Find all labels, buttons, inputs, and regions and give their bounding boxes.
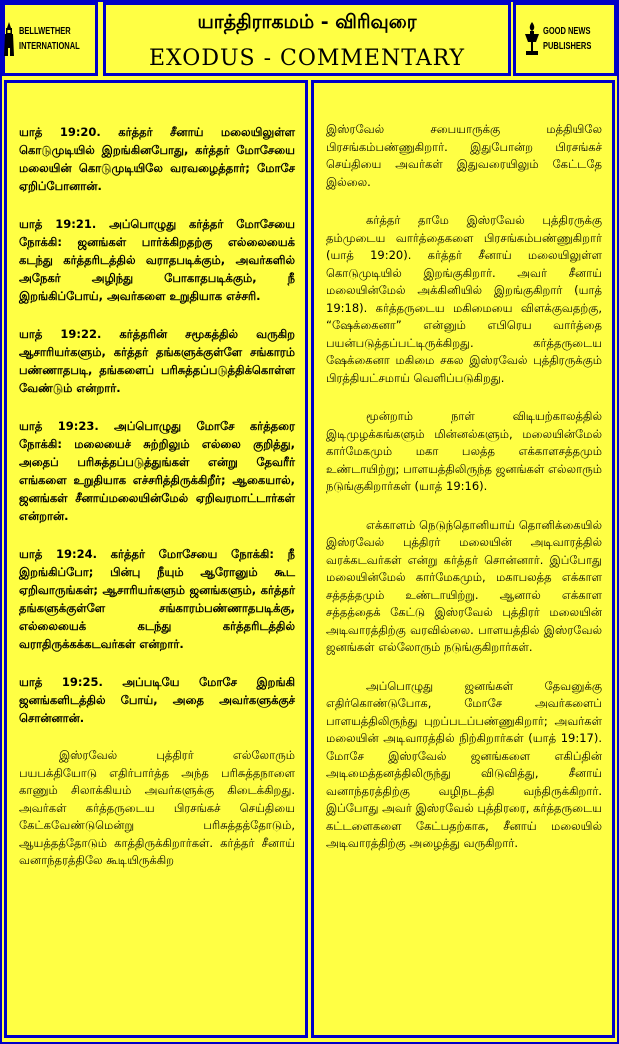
logo-right-line2: PUBLISHERS (542, 41, 592, 52)
logo-bellwether-text (19, 24, 80, 54)
logo-right-line1: GOOD NEWS (542, 26, 591, 37)
logo-left-line1: BELLWETHER (18, 26, 71, 37)
verse-19-22: யாத் 19:22. கர்த்தரின் சமூகத்தில் வருகிற ஆசாரியர்களும், கர்த்தர் தங்களுக்குள்ளே சங்காரம் பண்ணாதபடி, தங்களைப் பரிசுத்தப்படுத்திக்கொள்ள வேண்டும் என்றார். (19, 327, 295, 395)
verse-19-20: யாத் 19:20. கர்த்தர் சீனாய் மலையிலுள்ள கொடுமுடியில் இறங்கினபோது, கர்த்தர் மோசேயை மலையின் கொடுமுடியிலே வரவழைத்தார்; மோசே ஏறிப்போனான். (19, 125, 295, 193)
commentary-paragraph-4: எக்காளம் நெடுந்தொனியாய் தொனிக்கையில் இஸ்ரவேல் புத்திரர் மலையின் அடிவாரத்தில் வரக்கடவர்கள் என்று கர்த்தர் சொன்னார். இப்போது மலையின்மேல் கார்மேகமும், மகாபலத்த எக்காள சத்தத்தமும் உண்டாயிற்று. ஆனால் எக்காள சத்தத்தைக் கேட்டு இஸ்ரவேல் புத்திரர் மலையின் அடிவாரத்திற்கு வரவில்லை. பாளயத்தில் இஸ்ரவேல் ஜனங்கள் எல்லோரும் நடுங்குகிறார்கள். (326, 517, 602, 654)
commentary-intro: இஸ்ரவேல் புத்திரர் எல்லோரும் பயபக்தியோடு எதிர்பார்த்த அந்த பரிசுத்தநாளை காணும் சிலாக்கியம் அவர்களுக்கு கிடைக்கிறது. அவர்கள் கர்த்தருடைய பிரசங்கச் செய்தியை கேட்கவேண்டுமென்று பரிசுத்தத்தோடும், ஆயத்தத்தோடும் காத்திருக்கிறார்கள். கர்த்தர் சீனாய் வனாந்தரத்திலே கூடியிருக்கிற (19, 748, 295, 867)
page-title-english: EXODUS - COMMENTARY (148, 46, 466, 71)
lamp-icon (523, 22, 541, 56)
title-box (103, 2, 511, 76)
page-header (2, 2, 617, 76)
verse-19-25: யாத் 19:25. அப்படியே மோசே இறங்கி ஜனங்களிடத்தில் போய், அதை அவர்களுக்குச் சொன்னான். (19, 675, 295, 725)
commentary-paragraph-5: அப்பொழுது ஜனங்கள் தேவனுக்கு எதிர்கொண்டுபோக, மோசே அவர்களைப் பாளயத்திலிருந்து புறப்படப்பண்ணுகிறார்; அவர்கள் மலையின் அடிவாரத்தில் நிற்கிறார்கள் (யாத் 19:17). மோசே இஸ்ரவேல் ஜனங்களை எகிப்தின் அடிமைத்தனத்திலிருந்து விடுவித்து, சீனாய் வனாந்தரத்திற்கு வழிநடத்தி வந்திருக்கிறார். இப்போது அவர் இஸ்ரவேல் புத்திரரை, கர்த்தருடைய கட்டளைகளை கேட்பதற்காக, சீனாய் மலையில் அடிவாரத்திற்கு அழைத்து வருகிறார். (326, 678, 602, 850)
commentary-paragraph-2: கர்த்தர் தாமே இஸ்ரவேல் புத்திரருக்கு தம்முடைய வார்த்தைகளை பிரசங்கம்பண்ணுகிறார் (யாத் 19:20). கர்த்தர் சீனாய் மலையிலுள்ள கொடுமுடியில் இறங்குகிறார். அவர் சீனாய் மலையின்மேல் அக்கினியில் இறங்குகிறார் (யாத் 19:18). கர்த்தருடைய மகிமையை விளக்குவதற்கு, “ஷேக்கைனா” என்னும் எபிரெய வார்த்தை பயன்படுத்தப்பட்டிருக்கிறது. கர்த்தருடைய ஷேக்கைனா மகிமை சகல இஸ்ரவேல் புத்திரருக்கும் பிரத்தியட்சமாய் வெளிப்படுகிறது. (326, 213, 602, 385)
page-title-tamil: யாத்திராகமம் - விரிவுரை (197, 11, 417, 33)
verse-19-24: யாத் 19:24. கர்த்தர் மோசேயை நோக்கி: நீ இறங்கிப்போ; பின்பு நீயும் ஆரோனும் கூட ஏறிவாருங்கள்; ஆசாரியர்களும் ஜனங்களும், கர்த்தர் தங்களுக்குள்ளே சங்காரம்பண்ணாதபடிக்கு, எல்லையைக் கடந்து கர்த்தரிடத்தில் வராதிருக்கக்கடவர்கள் என்றார். (19, 547, 295, 651)
logo-left-line2: INTERNATIONAL (18, 41, 80, 52)
right-column (311, 80, 615, 1038)
verse-19-23: யாத் 19:23. அப்பொழுது மோசே கர்த்தரை நோக்கி: மலையைச் சுற்றிலும் எல்லை குறித்து, அதைப் பரிசுத்தப்படுத்துங்கள் என்று தேவரீர் எங்களை உறுதியாக எச்சரித்திருக்கிறீர்; ஆகையால், ஜனங்கள் சீனாய்மலையின்மேல் ஏறிவரமாட்டார்கள் என்றான். (19, 419, 295, 523)
verse-19-21: யாத் 19:21. அப்பொழுது கர்த்தர் மோசேயை நோக்கி: ஜனங்கள் பார்க்கிறதற்கு எல்லையைக் கடந்து கர்த்தரிடத்தில் வராதபடிக்கும், அவர்களில் அநேகர் அழிந்து போகாதபடிக்கும், நீ இறங்கிப்போய், அவர்களை உறுதியாக எச்சரி. (19, 217, 295, 303)
logo-good-news-text (543, 24, 591, 54)
commentary-paragraph-1: இஸ்ரவேல் சபையாருக்கு மத்தியிலே பிரசங்கம்பண்ணுகிறார். இதுபோன்ற பிரசங்கச் செய்தியை அவர்கள் இதுவரையிலும் கேட்டதே இல்லை. (326, 122, 602, 189)
bell-tower-icon (1, 22, 17, 56)
logo-good-news (513, 2, 617, 76)
commentary-paragraph-3: மூன்றாம் நாள் விடியற்காலத்தில் இடிமுழக்கங்களும் மின்னல்களும், மலையின்மேல் கார்மேகமும் மகா பலத்த எக்காளசத்தமும் உண்டாயிற்று; பாளயத்திலிருந்த ஜனங்கள் எல்லாரும் நடுங்குகிறார்கள் (யாத் 19:16). (326, 409, 602, 493)
logo-bellwether (2, 2, 98, 76)
left-column (4, 80, 308, 1038)
